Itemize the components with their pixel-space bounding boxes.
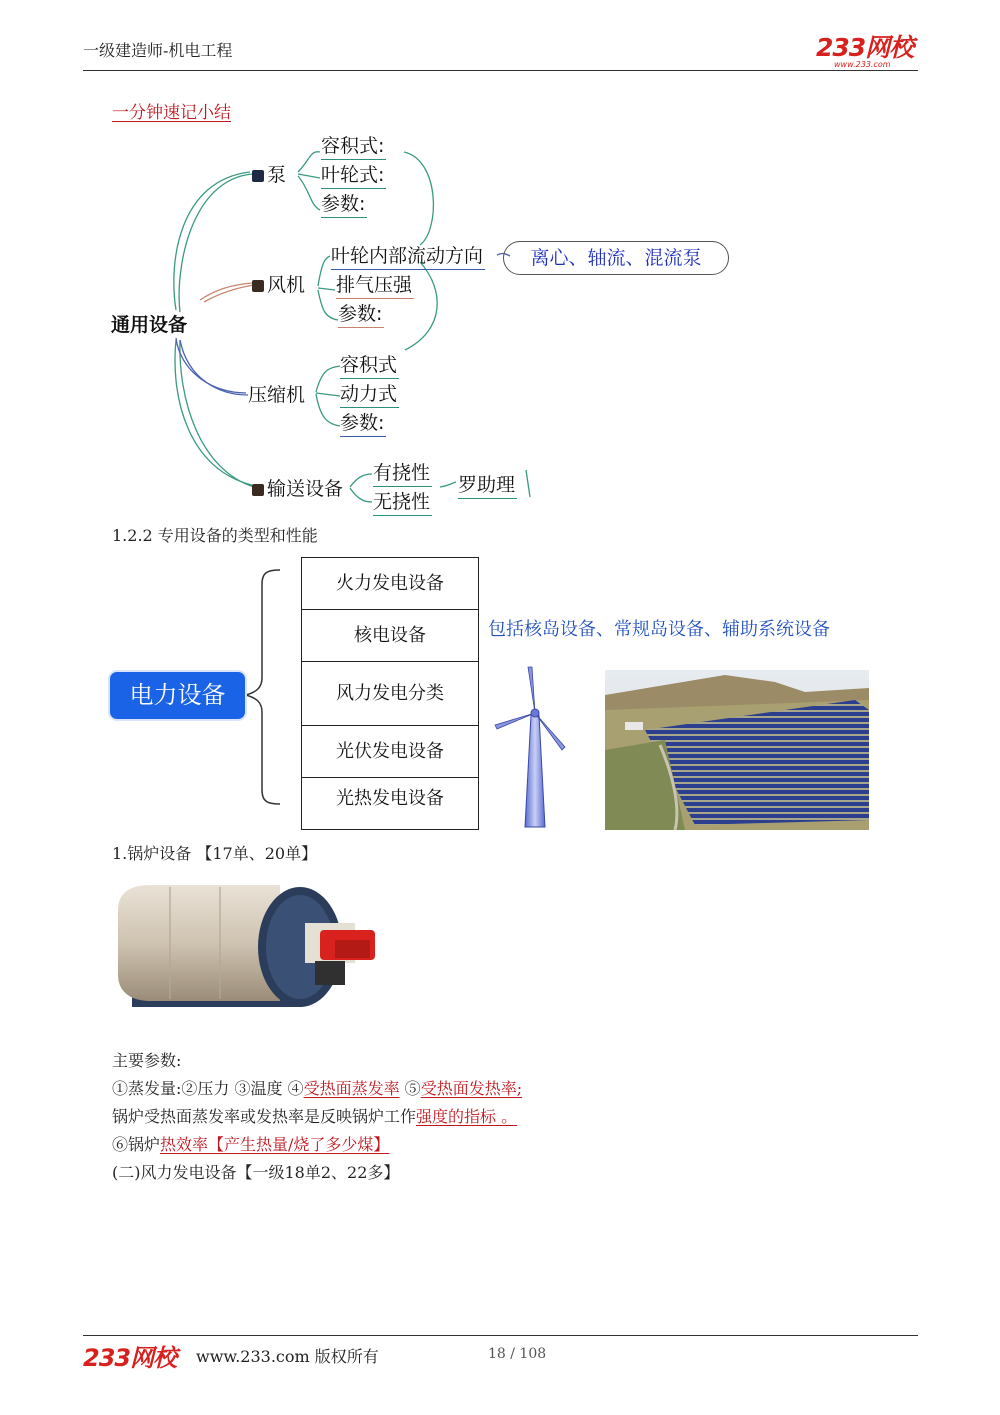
- compressor-item-2: 动力式: [340, 379, 399, 408]
- mindmap-connectors: [0, 0, 1000, 520]
- main-params-label: 主要参数:: [112, 1051, 182, 1070]
- category-solar-thermal: 光热发电设备: [336, 788, 444, 809]
- fan-item-3: 参数:: [338, 299, 384, 328]
- footer-logo: 233网校: [83, 1344, 177, 1372]
- summary-title: 一分钟速记小结: [112, 103, 231, 123]
- conveyor-icon: [252, 484, 264, 496]
- page-number: 18 / 108: [488, 1346, 547, 1362]
- fan-item-2: 排气压强: [336, 270, 414, 299]
- pump-item-2: 叶轮式:: [321, 160, 386, 189]
- solar-farm-photo: [605, 670, 869, 830]
- fan-label: 风机: [267, 274, 306, 296]
- params-line-2: 锅炉受热面蒸发率或发热率是反映锅炉工作强度的指标 。: [112, 1107, 518, 1126]
- pump-label: 泵: [267, 164, 287, 186]
- power-category-table: [301, 557, 479, 830]
- logo-subtext: www.233.com: [834, 60, 891, 69]
- document-header-title: 一级建造师-机电工程: [83, 41, 233, 60]
- mindmap-node-pump: [252, 160, 286, 187]
- brace-connector: [240, 560, 300, 810]
- thermal-efficiency-highlight: 热效率【产生热量/烧了多少煤】: [160, 1135, 390, 1154]
- pump-icon: [252, 170, 264, 182]
- footer-site: www.233.com 版权所有: [196, 1347, 379, 1366]
- category-wind: 风力发电分类: [302, 662, 478, 726]
- category-nuclear: 核电设备: [302, 610, 478, 662]
- evaporation-rate-highlight: 受热面蒸发率: [303, 1079, 400, 1098]
- category-thermal: 火力发电设备: [302, 558, 478, 610]
- conveyor-note: 罗助理: [458, 470, 517, 499]
- params-line-3: ⑥锅炉热效率【产生热量/烧了多少煤】: [112, 1135, 390, 1154]
- fan-note-pill: 离心、轴流、混流泵: [503, 241, 729, 275]
- mindmap-node-compressor: 压缩机: [248, 384, 306, 406]
- fan-icon: [252, 280, 264, 292]
- boiler-heading: 1.锅炉设备 【17单、20单】: [112, 844, 318, 863]
- nuclear-note: 包括核岛设备、常规岛设备、辅助系统设备: [488, 619, 830, 640]
- compressor-item-1: 容积式: [340, 350, 399, 379]
- category-photovoltaic: 光伏发电设备: [302, 726, 478, 778]
- wind-power-heading: (二)风力发电设备【一级18单2、22多】: [112, 1163, 400, 1182]
- intensity-index-highlight: 强度的指标 。: [416, 1107, 518, 1126]
- conveyor-label: 输送设备: [267, 478, 344, 500]
- mindmap-node-conveyor: [252, 474, 343, 501]
- section-heading-122: 1.2.2 专用设备的类型和性能: [112, 526, 318, 545]
- wind-turbine-illustration: [490, 665, 580, 835]
- params-line-1: ①蒸发量:②压力 ③温度 ④受热面蒸发率 ⑤受热面发热率;: [112, 1079, 523, 1098]
- heat-release-rate-highlight: 受热面发热率;: [420, 1079, 523, 1098]
- pump-item-3: 参数:: [321, 189, 367, 218]
- mindmap-node-fan: [252, 270, 305, 297]
- conveyor-item-1: 有挠性: [373, 458, 432, 487]
- footer-divider: [83, 1335, 918, 1336]
- pump-item-1: 容积式:: [321, 131, 386, 160]
- conveyor-item-2: 无挠性: [373, 487, 432, 516]
- boiler-photo: [110, 875, 390, 1015]
- mindmap-root: 通用设备: [111, 314, 188, 336]
- compressor-item-3: 参数:: [340, 408, 386, 437]
- logo-text: 233网校: [816, 33, 914, 62]
- power-equipment-button: 电力设备: [110, 672, 245, 719]
- fan-item-1: 叶轮内部流动方向: [331, 241, 485, 270]
